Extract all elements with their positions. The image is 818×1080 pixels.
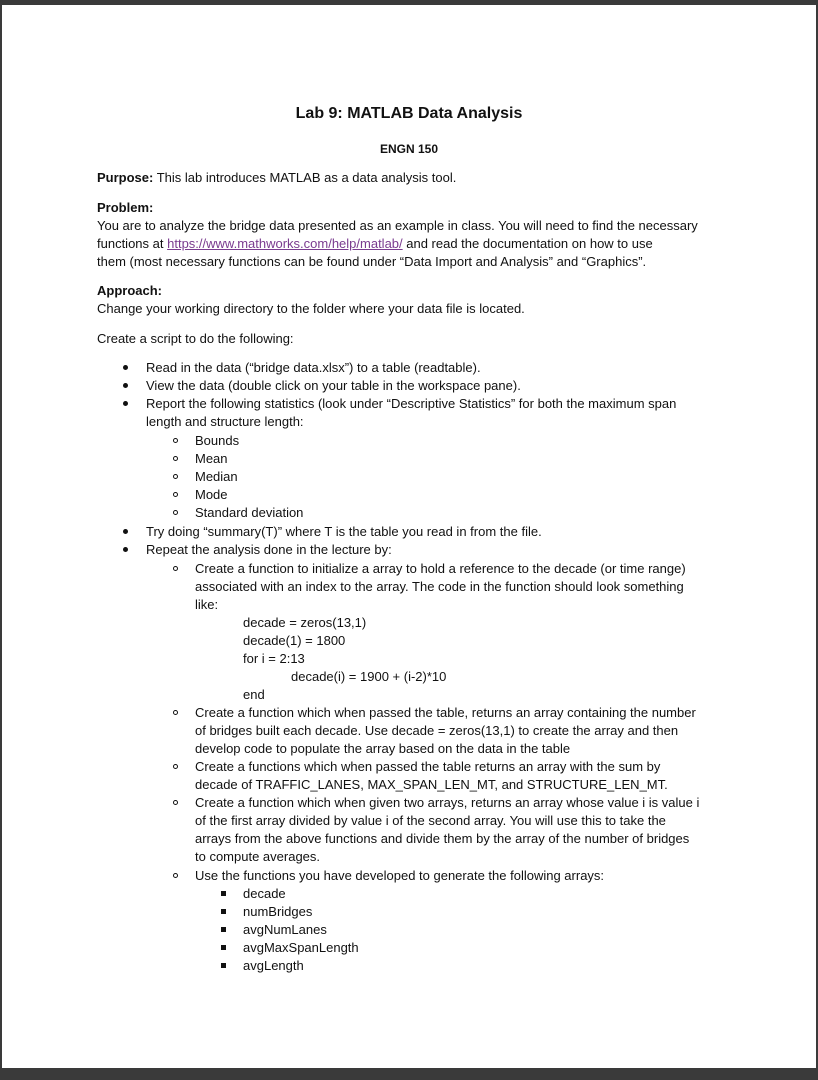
purpose-text: This lab introduces MATLAB as a data analysis tool. (153, 170, 457, 185)
sub1-line-3: like: (195, 597, 219, 612)
bullet-summary: Try doing “summary(T)” where T is the table you read in from the file. (146, 524, 542, 539)
page-title: Lab 9: MATLAB Data Analysis (295, 105, 523, 122)
problem-line-1: You are to analyze the bridge data presented as an example in class. You will need to find the necessary (97, 218, 698, 233)
bullet-dot (123, 529, 128, 534)
stat-item: Median (195, 469, 238, 484)
problem-line-2b: and read the documentation on how to use (402, 236, 653, 251)
array-item: avgLength (243, 958, 304, 973)
purpose-label: Purpose: (97, 170, 154, 185)
code-line: for i = 2:13 (243, 651, 305, 666)
sub1-line-1: Create a function to initialize a array to hold a reference to the decade (or time range) (195, 561, 686, 576)
array-item: numBridges (243, 904, 313, 919)
approach-heading: Approach: (97, 283, 162, 298)
bullet-repeat-analysis: Repeat the analysis done in the lecture by: (146, 542, 392, 557)
sub2-line-2: of bridges built each decade. Use decade = zeros(13,1) to create the array and then (195, 723, 679, 738)
bullet-dot (123, 365, 128, 370)
sub2-line-3: develop code to populate the array based on the data in the table (195, 741, 571, 756)
bullet-dot (123, 401, 128, 406)
code-line: decade = zeros(13,1) (243, 615, 367, 630)
code-line: decade(1) = 1800 (243, 633, 346, 648)
stat-item: Standard deviation (195, 505, 304, 520)
stat-item: Mode (195, 487, 228, 502)
bullet-circle (173, 438, 178, 443)
array-item: decade (243, 886, 286, 901)
problem-line-2 (97, 235, 653, 253)
bullet-circle (173, 510, 178, 515)
bullet-circle (173, 710, 178, 715)
bullet-dot (123, 383, 128, 388)
bullet-view-data: View the data (double click on your table in the workspace pane). (146, 378, 521, 393)
viewer-bottom-bar (0, 1068, 818, 1080)
bullet-read-data: Read in the data (“bridge data.xlsx”) to a table (readtable). (146, 360, 481, 375)
sub5-line: Use the functions you have developed to generate the following arrays: (195, 868, 605, 883)
bullet-circle (173, 800, 178, 805)
sub2-line-1: Create a function which when passed the table, returns an array containing the number (195, 705, 696, 720)
code-line: decade(i) = 1900 + (i-2)*10 (291, 669, 447, 684)
problem-line-2a: functions at (97, 236, 168, 251)
bullet-circle (173, 873, 178, 878)
bullet-circle (173, 474, 178, 479)
script-intro: Create a script to do the following: (97, 331, 294, 346)
sub4-line-3: arrays from the above functions and divide them by the array of the number of bridges (195, 831, 690, 846)
array-item: avgMaxSpanLength (243, 940, 359, 955)
sub3-line-2: decade of TRAFFIC_LANES, MAX_SPAN_LEN_MT, and STRUCTURE_LEN_MT. (195, 777, 668, 792)
problem-heading: Problem: (97, 200, 154, 215)
sub4-line-2: of the first array divided by value i of the second array. You will use this to take the (195, 813, 666, 828)
bullet-square (221, 909, 226, 914)
bullet-dot (123, 547, 128, 552)
array-item: avgNumLanes (243, 922, 327, 937)
bullet-square (221, 891, 226, 896)
bullet-circle (173, 456, 178, 461)
stat-item: Mean (195, 451, 228, 466)
bullet-circle (173, 566, 178, 571)
course-code: ENGN 150 (379, 142, 439, 156)
bullet-square (221, 945, 226, 950)
matlab-docs-link[interactable]: https://www.mathworks.com/help/matlab/ (167, 236, 403, 251)
bullet-square (221, 927, 226, 932)
sub4-line-1: Create a function which when given two arrays, returns an array whose value i is value i (195, 795, 700, 810)
stat-item: Bounds (195, 433, 240, 448)
sub4-line-4: to compute averages. (195, 849, 321, 864)
document-page (2, 5, 816, 1068)
code-line: end (243, 687, 265, 702)
sub1-line-2: associated with an index to the array. The code in the function should look something (195, 579, 684, 594)
purpose-line (97, 169, 456, 187)
bullet-circle (173, 492, 178, 497)
problem-line-3: them (most necessary functions can be found under “Data Import and Analysis” and “Graphics”. (97, 254, 647, 269)
bullet-square (221, 963, 226, 968)
bullet-circle (173, 764, 178, 769)
bullet-report-line-1: Report the following statistics (look under “Descriptive Statistics” for both the maximum span (146, 396, 677, 411)
approach-text: Change your working directory to the folder where your data file is located. (97, 301, 525, 316)
bullet-report-line-2: length and structure length: (146, 414, 304, 429)
sub3-line-1: Create a functions which when passed the table returns an array with the sum by (195, 759, 661, 774)
